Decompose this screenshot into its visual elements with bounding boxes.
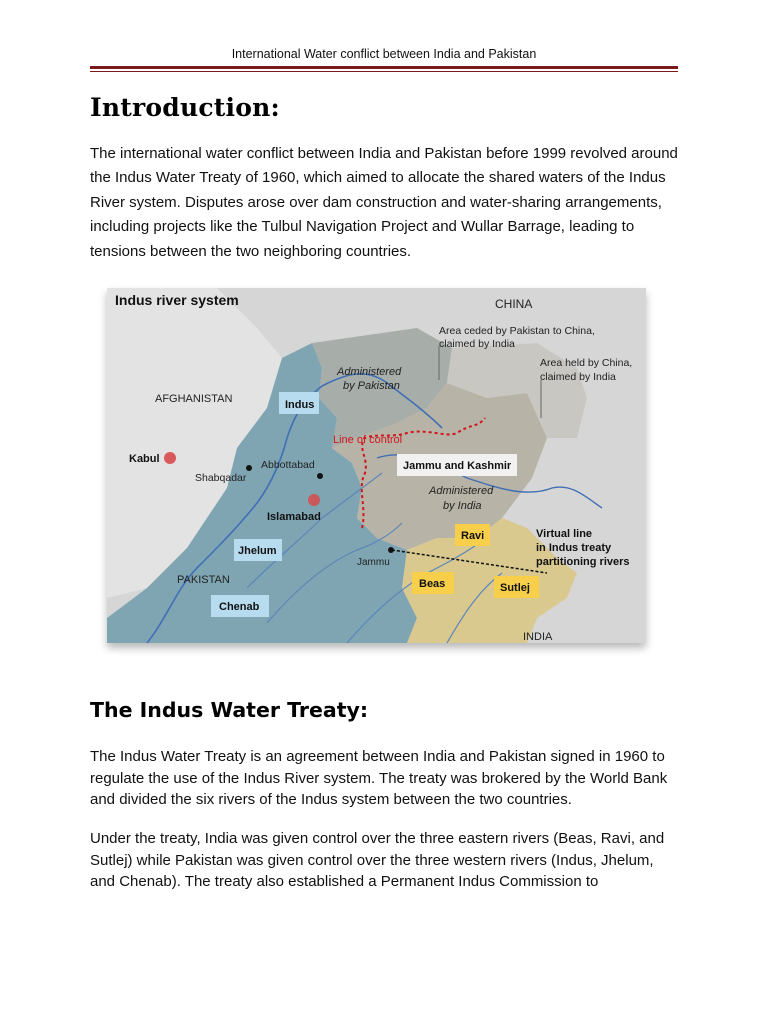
label-islamabad: Islamabad <box>267 511 321 523</box>
river-label-ravi: Ravi <box>461 530 485 542</box>
running-header: International Water conflict between India and Pakistan <box>231 47 537 61</box>
label-jammu-and-kashmir: Jammu and Kashmir <box>403 460 512 472</box>
treaty-paragraph-1: The Indus Water Treaty is an agreement between India and Pakistan signed in 1960 to regulate the use of the Indus River system. The treaty was brokered by the World Bank and divided the six rivers of the Indus system between the two countries. <box>90 748 668 808</box>
annotation-held-1: Area held by China, <box>540 357 633 369</box>
river-label-indus: Indus <box>285 399 315 411</box>
treaty-heading: The Indus Water Treaty: <box>90 698 369 722</box>
river-label-jhelum: Jhelum <box>238 545 277 557</box>
label-shabqadar: Shabqadar <box>195 472 247 484</box>
indus-map <box>107 288 646 643</box>
abbottabad-marker <box>317 473 323 479</box>
annotation-line-of-control: Line of control <box>333 434 403 446</box>
annotation-admin-ind-2: by India <box>443 500 482 512</box>
header-rule-thin <box>90 71 678 72</box>
kabul-marker <box>164 452 176 464</box>
islamabad-marker <box>308 494 320 506</box>
label-india: INDIA <box>523 631 553 643</box>
annotation-admin-pak-1: Administered <box>337 366 402 378</box>
river-label-chenab: Chenab <box>219 601 260 613</box>
label-kabul: Kabul <box>129 453 160 465</box>
annotation-admin-pak-2: by Pakistan <box>343 380 400 392</box>
label-abbottabad: Abbottabad <box>261 459 315 471</box>
introduction-paragraph: The international water conflict between India and Pakistan before 1999 revolved around the Indus Water Treaty of 1960, which aimed to allocate the shared waters of the Indus River system. Disputes arose over dam construction and water-sharing arrangements, including projects like the Tulbul Navigation Project and Wullar Barrage, leading to tensions between the two neighboring countries. <box>90 145 678 260</box>
jammu-marker <box>388 547 394 553</box>
annotation-ceded-1: Area ceded by Pakistan to China, <box>439 325 595 337</box>
map-title: Indus river system <box>115 292 239 308</box>
river-label-beas: Beas <box>419 578 446 590</box>
label-jammu: Jammu <box>357 557 390 568</box>
shabqadar-marker <box>246 465 252 471</box>
annotation-held-2: claimed by India <box>540 371 616 383</box>
river-label-sutlej: Sutlej <box>500 582 530 594</box>
label-pakistan: PAKISTAN <box>177 574 230 586</box>
header-rule-thick <box>90 66 678 69</box>
annotation-admin-ind-1: Administered <box>429 485 494 497</box>
label-afghanistan: AFGHANISTAN <box>155 393 233 405</box>
annotation-virtual-1: Virtual line <box>536 528 593 540</box>
treaty-paragraph-2: Under the treaty, India was given control over the three eastern rivers (Beas, Ravi, and Sutlej) while Pakistan was given control over the three western rivers (Indus, Jhelum, and Chenab). The treaty also established a Permanent Indus Commission to <box>90 830 665 890</box>
label-china: CHINA <box>495 297 533 311</box>
indus-map-figure <box>107 288 646 643</box>
introduction-heading: Introduction: <box>90 93 280 122</box>
annotation-virtual-3: partitioning rivers <box>536 556 630 568</box>
annotation-ceded-2: claimed by India <box>439 338 515 350</box>
annotation-virtual-2: in Indus treaty <box>536 542 612 554</box>
